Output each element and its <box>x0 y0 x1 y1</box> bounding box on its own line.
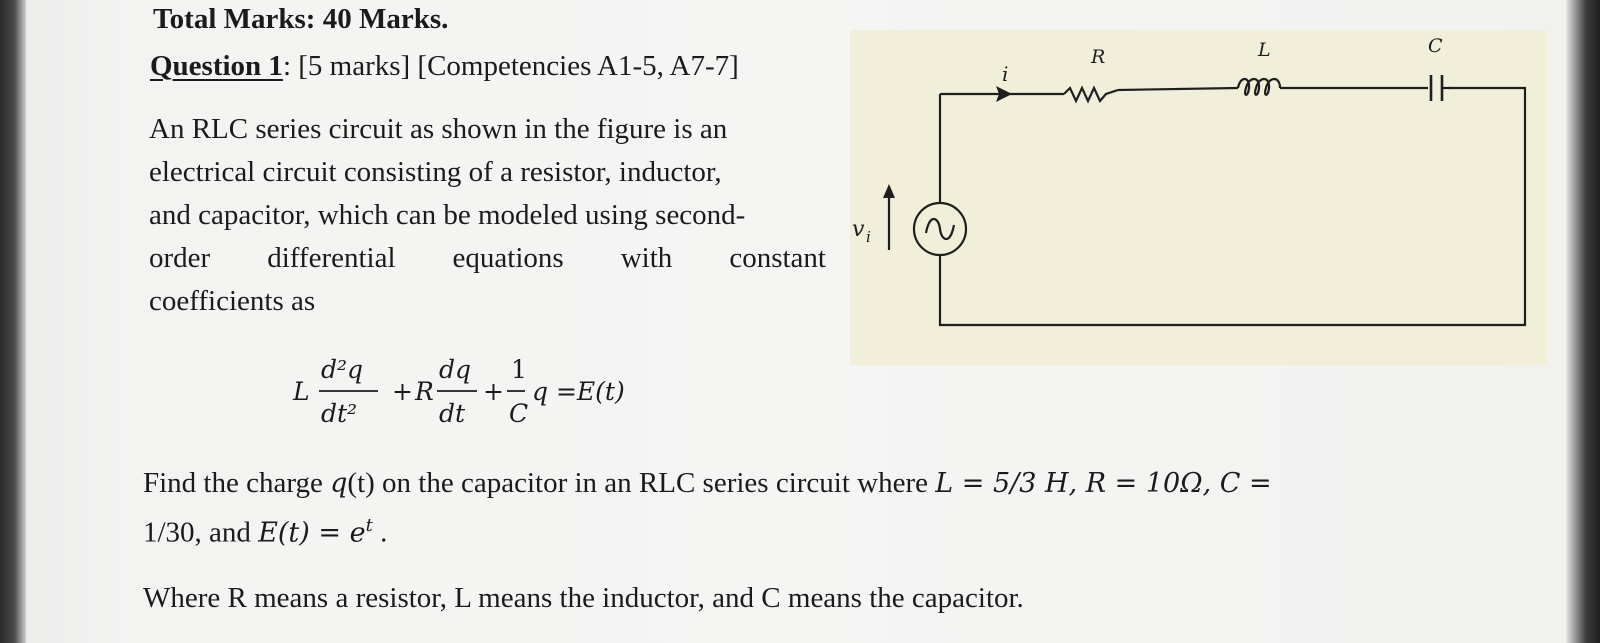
equation-render <box>285 348 685 440</box>
circuit-wire-loop <box>940 88 1525 325</box>
voltage-arrow-head-icon <box>883 184 895 198</box>
paragraph-line: coefficients as <box>149 285 316 317</box>
paragraph-word: with <box>620 242 673 274</box>
eq-dt: dt <box>439 399 466 428</box>
find-line-1 <box>143 462 1272 505</box>
paragraph-word: order <box>149 242 211 274</box>
circuit-wire-r-to-l <box>1118 88 1238 90</box>
find-line-2 <box>143 505 1272 555</box>
differential-equation <box>285 348 685 440</box>
find-q: q <box>330 468 348 499</box>
total-marks-heading: Total Marks: 40 Marks. <box>153 3 449 35</box>
find-exponent: t <box>365 515 373 536</box>
paragraph-line: electrical circuit consisting of a resistor, inductor, <box>149 156 722 188</box>
resistor-zigzag <box>1064 88 1118 101</box>
inductor-coil <box>1238 79 1280 95</box>
eq-d2q: d²q <box>321 355 364 384</box>
eq-plus-2: + <box>483 377 504 406</box>
capacitor-label: C <box>1428 35 1443 57</box>
paragraph-line: and capacitor, which can be modeled using second- <box>149 199 746 231</box>
question-details: : [5 marks] [Competencies A1-5, A7-7] <box>282 50 739 82</box>
find-e-of-t: E(t) = e <box>258 517 366 549</box>
resistor-label: R <box>1091 46 1106 68</box>
eq-one: 1 <box>511 355 527 384</box>
inductor-label: L <box>1258 39 1271 61</box>
find-period: . <box>372 516 388 549</box>
paragraph-word: equations <box>452 242 564 274</box>
find-text: (t) on the capacitor in an RLC series circuit where <box>347 467 936 499</box>
source-voltage-subscript: i <box>866 228 871 246</box>
eq-rhs: q =E(t) <box>532 377 625 406</box>
eq-L: L <box>293 377 310 406</box>
current-label: i <box>1002 62 1009 86</box>
paragraph-word: constant <box>729 242 826 274</box>
find-conditions: L = 5/3 H, R = 10Ω, C = <box>935 468 1272 499</box>
capacitor-plates <box>1431 75 1442 101</box>
eq-R: R <box>415 377 434 406</box>
eq-C: C <box>509 399 529 428</box>
find-text: 1/30, and <box>143 516 259 549</box>
paragraph-line: An RLC series circuit as shown in the figure is an <box>149 113 728 145</box>
question-label: Question 1 <box>150 50 283 82</box>
find-charge-question <box>143 462 1272 555</box>
where-note: Where R means a resistor, L means the inductor, and C means the capacitor. <box>143 582 1024 614</box>
find-text: Find the charge <box>143 467 331 499</box>
eq-dt2: dt² <box>321 399 358 428</box>
source-voltage-label: v <box>852 217 865 242</box>
eq-dq: dq <box>439 355 472 384</box>
eq-plus-1: + <box>392 377 413 406</box>
paragraph-word: differential <box>267 242 396 274</box>
